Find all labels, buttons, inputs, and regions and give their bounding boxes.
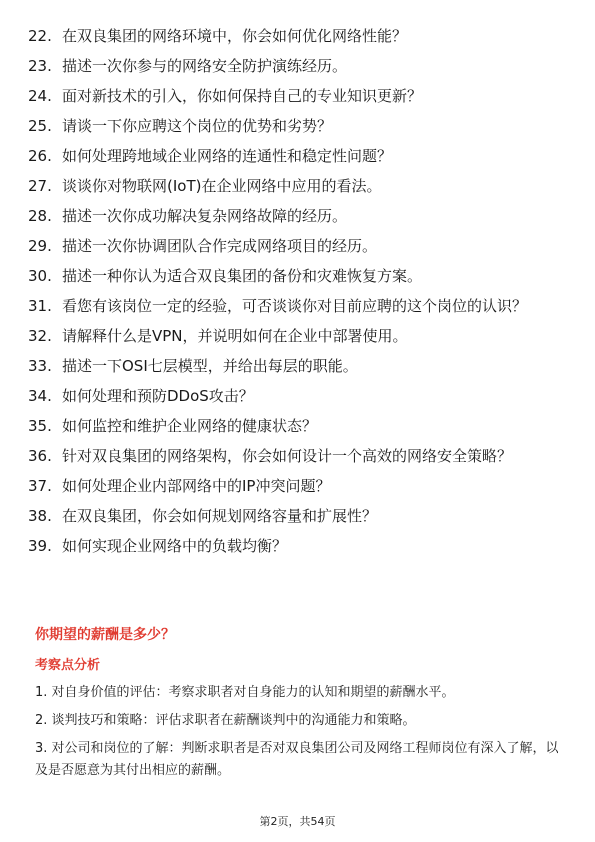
question-text: 在双良集团的网络环境中，你会如何优化网络性能？ — [62, 27, 408, 45]
section-title: 你期望的薪酬是多少？ — [35, 627, 175, 643]
question-number: 31. — [28, 297, 52, 315]
question-text: 描述一下OSI七层模型，并给出每层的职能。 — [62, 357, 358, 375]
list-item — [28, 146, 568, 166]
list-item — [28, 356, 568, 376]
question-text: 请谈一下你应聘这个岗位的优势和劣势？ — [62, 117, 333, 135]
question-text: 看您有该岗位一定的经验，可否谈谈你对目前应聘的这个岗位的认识？ — [62, 297, 528, 315]
list-item — [28, 86, 568, 106]
page-footer: 第2页，共54页 — [259, 815, 336, 828]
question-text: 描述一次你协调团队合作完成网络项目的经历。 — [62, 237, 378, 255]
list-item — [28, 26, 568, 46]
list-item — [28, 266, 568, 286]
question-number: 32. — [28, 327, 52, 345]
question-number: 25. — [28, 117, 52, 135]
analysis-point: 3. 对公司和岗位的了解：判断求职者是否对双良集团公司及网络工程师岗位有深入了解，以及是否愿意为其付出相应的薪酬。 — [35, 741, 559, 778]
list-item — [28, 536, 568, 556]
question-text: 如何实现企业网络中的负载均衡？ — [62, 537, 288, 555]
question-text: 在双良集团，你会如何规划网络容量和扩展性？ — [62, 507, 378, 525]
list-item — [28, 206, 568, 226]
list-item — [28, 446, 568, 466]
question-list — [28, 26, 568, 566]
list-item — [28, 476, 568, 496]
question-number: 38. — [28, 507, 52, 525]
question-number: 28. — [28, 207, 52, 225]
list-item — [28, 416, 568, 436]
question-text: 描述一种你认为适合双良集团的备份和灾难恢复方案。 — [62, 267, 423, 285]
question-number: 30. — [28, 267, 52, 285]
question-number: 22. — [28, 27, 52, 45]
question-number: 35. — [28, 417, 52, 435]
list-item — [28, 176, 568, 196]
question-number: 36. — [28, 447, 52, 465]
analysis-point: 2. 谈判技巧和策略：评估求职者在薪酬谈判中的沟通能力和策略。 — [35, 713, 416, 728]
list-item — [28, 296, 568, 316]
list-item — [28, 116, 568, 136]
question-number: 37. — [28, 477, 52, 495]
question-number: 29. — [28, 237, 52, 255]
list-item — [28, 326, 568, 346]
list-item — [28, 506, 568, 526]
question-number: 26. — [28, 147, 52, 165]
question-text: 描述一次你成功解决复杂网络故障的经历。 — [62, 207, 348, 225]
question-number: 39. — [28, 537, 52, 555]
question-text: 如何监控和维护企业网络的健康状态？ — [62, 417, 318, 435]
analysis-subtitle: 考察点分析 — [35, 658, 101, 673]
analysis-point: 1. 对自身价值的评估：考察求职者对自身能力的认知和期望的薪酬水平。 — [35, 685, 455, 700]
question-text: 谈谈你对物联网(IoT)在企业网络中应用的看法。 — [62, 177, 382, 195]
question-text: 如何处理跨地域企业网络的连通性和稳定性问题？ — [62, 147, 393, 165]
list-item — [28, 56, 568, 76]
question-number: 23. — [28, 57, 52, 75]
question-text: 针对双良集团的网络架构，你会如何设计一个高效的网络安全策略？ — [62, 447, 513, 465]
question-number: 24. — [28, 87, 52, 105]
question-text: 如何处理和预防DDoS攻击？ — [62, 387, 254, 405]
question-number: 27. — [28, 177, 52, 195]
question-text: 面对新技术的引入，你如何保持自己的专业知识更新？ — [62, 87, 423, 105]
list-item — [28, 386, 568, 406]
question-text: 如何处理企业内部网络中的IP冲突问题？ — [62, 477, 331, 495]
question-text: 描述一次你参与的网络安全防护演练经历。 — [62, 57, 348, 75]
question-number: 34. — [28, 387, 52, 405]
analysis-list — [35, 682, 565, 788]
question-number: 33. — [28, 357, 52, 375]
question-text: 请解释什么是VPN，并说明如何在企业中部署使用。 — [62, 327, 408, 345]
list-item — [28, 236, 568, 256]
